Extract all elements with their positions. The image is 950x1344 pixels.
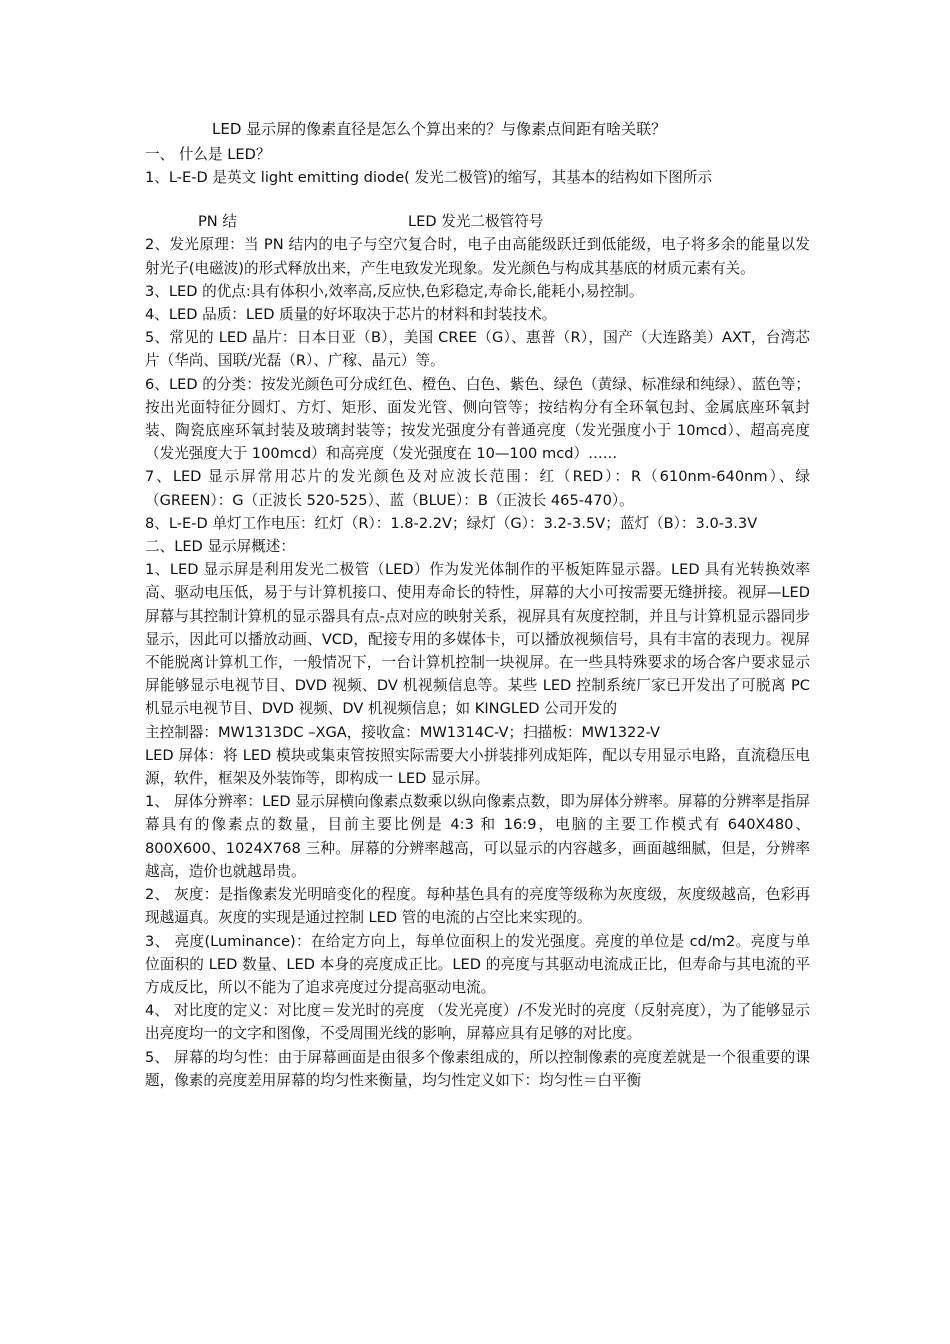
- paragraph: 主控制器：MW1313DC –XGA，接收盒：MW1314C-V；扫描板：MW1322-V: [145, 723, 661, 741]
- paragraph: 1、 屏体分辨率：LED 显示屏横向像素点数乘以纵向像素点数，即为屏体分辨率。屏幕的分辨率是指屏幕具有的像素点的数量，目前主要比例是 4:3 和 16:9，电脑的主要工作模式有 640X480、800X600、1024X768 三种。屏幕的分辨率越高，可以显示的内容越多，画面越细腻，但是，分辨率越高，造价也就越昂贵。: [145, 793, 810, 880]
- paragraph: 5、 屏幕的均匀性：由于屏幕画面是由很多个像素组成的，所以控制像素的亮度差就是一个很重要的课题，像素的亮度差用屏幕的均匀性来衡量，均匀性定义如下：均匀性＝白平衡: [145, 1048, 810, 1089]
- document-title: LED 显示屏的像素直径是怎么个算出来的？与像素点间距有啥关联？: [212, 120, 667, 138]
- paragraph: 1、L-E-D 是英文 light emitting diode( 发光二极管)的缩写，其基本的结构如下图所示: [145, 169, 713, 187]
- paragraph: 1、LED 显示屏是利用发光二极管（LED）作为发光体制作的平板矩阵显示器。LED 具有光转换效率高、驱动电压低，易于与计算机接口、使用寿命长的特性，屏幕的大小可按需要无缝拼接。视屏—LED 屏幕与其控制计算机的显示器具有点-点对应的映射关系，视屏具有灰度控制，并且与计算机显示器同步显示，因此可以播放动画、VCD，配接专用的多媒体卡，可以播放视频信号，具有丰富的表现力。视屏不能脱离计算机工作，一般情况下，一台计算机控制一块视屏。在一些具特殊要求的场合客户要求显示屏能够显示电视节目、DVD 视频、DV 机视频信息等。某些 LED 控制系统厂家已开发出了可脱离 PC 机显示电视节目、DVD 视频、DV 机视频信息；如 KINGLED 公司开发的: [145, 561, 810, 718]
- paragraph: 3、LED 的优点:具有体积小,效率高,反应快,色彩稳定,寿命长,能耗小,易控制。: [145, 282, 644, 300]
- paragraph: 4、 对比度的定义：对比度＝发光时的亮度 （发光亮度）/不发光时的亮度（反射亮度），为了能够显示出亮度均一的文字和图像，不受周围光线的影响，屏幕应具有足够的对比度。: [145, 1002, 810, 1043]
- paragraph: 一、 什么是 LED？: [145, 146, 271, 163]
- paragraph: 2、发光原理：当 PN 结内的电子与空穴复合时，电子由高能级跃迁到低能级，电子将多余的能量以发射光子(电磁波)的形式释放出来，产生电致发光现象。发光颜色与构成其基底的材质元素有关。: [145, 236, 810, 277]
- document-body: [145, 143, 810, 1092]
- paragraph: 8、L-E-D 单灯工作电压：红灯（R）：1.8-2.2V；绿灯（G）：3.2-3.5V；蓝灯（B）：3.0-3.3V: [145, 514, 758, 532]
- paragraph: 二、LED 显示屏概述：: [145, 538, 295, 556]
- paragraph: 2、 灰度：是指像素发光明暗变化的程度。每种基色具有的亮度等级称为灰度级，灰度级越高，色彩再现越逼真。灰度的实现是通过控制 LED 管的电流的占空比来实现的。: [145, 886, 810, 927]
- paragraph: 3、 亮度(Luminance)：在给定方向上，每单位面积上的发光强度。亮度的单位是 cd/m2。亮度与单位面积的 LED 数量、LED 本身的亮度成正比。LED 的亮度与其驱动电流成正比，但寿命与其电流的平方成反比，所以不能为了追求亮度过分提高驱动电流。: [145, 932, 810, 996]
- paragraph: 7、LED 显示屏常用芯片的发光颜色及对应波长范围：红（RED）：R（610nm-640nm）、绿（GREEN）：G（正波长 520-525）、蓝（BLUE）：B（正波长 465-470）。: [145, 468, 810, 509]
- figure-label-pn-junction: PN 结: [198, 213, 237, 231]
- paragraph: 4、LED 品质：LED 质量的好坏取决于芯片的材料和封装技术。: [145, 306, 557, 324]
- paragraph: 5、常见的 LED 晶片：日本日亚（B），美国 CREE（G）、惠普（R），国产（大连路美）AXT，台湾芯片（华尚、国联/光磊（R）、广稼、晶元）等。: [145, 329, 810, 370]
- paragraph: 6、LED 的分类：按发光颜色可分成红色、橙色、白色、紫色、绿色（黄绿、标准绿和纯绿）、蓝色等；按出光面特征分圆灯、方灯、矩形、面发光管、侧向管等；按结构分有全环氧包封、金属底座环氧封装、陶瓷底座环氧封装及玻璃封装等；按发光强度分有普通亮度（发光强度小于 10mcd）、超高亮度（发光强度大于 100mcd）和高亮度（发光强度在 10—100 mcd）……: [145, 375, 810, 463]
- paragraph: LED 屏体：将 LED 模块或集束管按照实际需要大小拼装排列成矩阵，配以专用显示电路，直流稳压电源，软件，框架及外装饰等，即构成一 LED 显示屏。: [145, 746, 810, 788]
- figure-labels: [145, 189, 810, 233]
- figure-label-led-symbol: LED 发光二极管符号: [408, 213, 544, 231]
